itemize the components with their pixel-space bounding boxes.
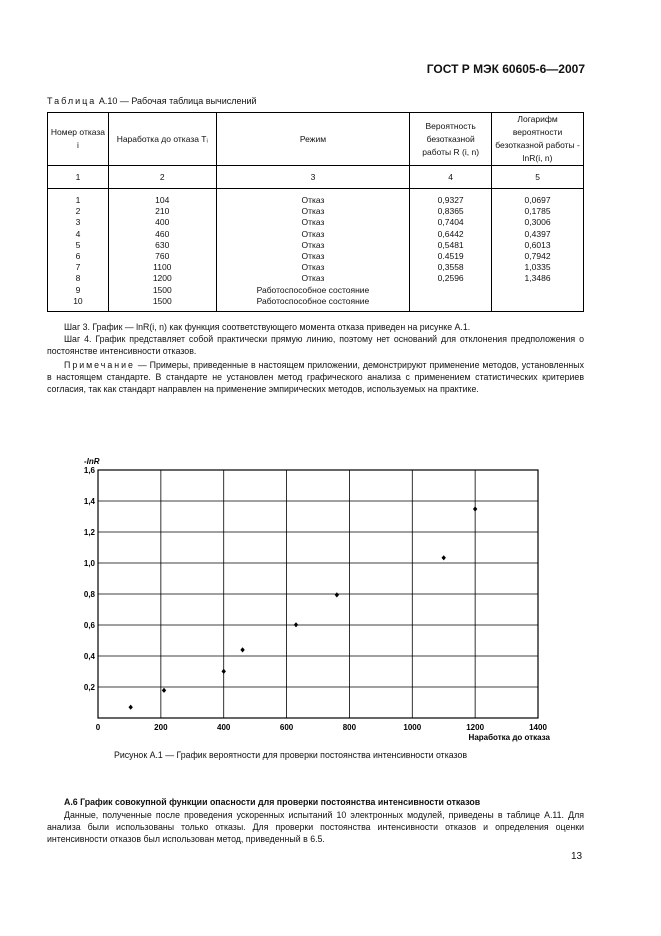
- table-cell: 2: [75, 206, 81, 217]
- x-tick-label: 1200: [466, 723, 485, 732]
- work-table: [47, 112, 584, 312]
- y-tick-label: 0,6: [83, 621, 95, 630]
- table-cell: 7: [75, 262, 81, 273]
- table-cell: 6: [75, 251, 81, 262]
- x-tick-label: 600: [279, 723, 294, 732]
- table-cell: 4: [75, 228, 81, 239]
- table-cell: 0,5481: [437, 239, 464, 250]
- y-tick-label: 0,2: [83, 683, 95, 692]
- y-tick-label: 0,4: [83, 652, 95, 661]
- table-cell: 0,9327: [437, 195, 464, 205]
- table-cell: 9: [75, 284, 81, 295]
- table-header-cell: Наработка до отказа Tᵢ: [108, 113, 216, 166]
- table-cell: 0,3006: [524, 217, 551, 228]
- table-header-cell: Логарифм вероятности безотказной работы - lnR(i, n): [492, 113, 584, 166]
- table-cell: 0,6013: [524, 239, 551, 250]
- column-number: 4: [410, 166, 492, 189]
- y-tick-label: 1,2: [83, 528, 95, 537]
- table-cell: 630: [155, 239, 170, 250]
- data-point: [222, 669, 226, 674]
- table-cell: 104: [155, 195, 170, 205]
- table-caption: [47, 96, 257, 106]
- x-axis-label: Наработка до отказа: [468, 733, 550, 742]
- table-cell: Отказ: [301, 228, 325, 239]
- table-cell: 8: [75, 273, 81, 284]
- table-cell: Отказ: [301, 273, 325, 284]
- x-tick-label: 200: [154, 723, 168, 732]
- column-number: 5: [492, 166, 584, 189]
- note-text: [47, 359, 584, 395]
- x-tick-labels: [96, 723, 548, 732]
- table-cell: 0.4519: [437, 251, 464, 262]
- table-header-cell: Вероятность безотказной работы R (i, n): [410, 113, 492, 166]
- table-cell: 0,3558: [437, 262, 464, 273]
- data-point: [335, 592, 339, 597]
- x-tick-label: 1000: [403, 723, 422, 732]
- table-cell: 0,0697: [524, 195, 551, 205]
- table-cell: Отказ: [301, 262, 325, 273]
- reliability-column: [410, 189, 492, 312]
- table-cell: 760: [155, 251, 170, 262]
- table-header-cell: Режим: [216, 113, 410, 166]
- table-cell: 1500: [152, 295, 172, 306]
- table-cell: 400: [155, 217, 170, 228]
- column-number: 3: [216, 166, 410, 189]
- table-cell: Отказ: [301, 195, 325, 205]
- table-cell: 1,3486: [524, 273, 551, 284]
- table-data-row: [48, 189, 584, 312]
- document-code: ГОСТ Р МЭК 60605-6—2007: [426, 62, 585, 76]
- table-cell: 1100: [153, 262, 172, 273]
- page-number: 13: [571, 851, 583, 862]
- figure-caption: Рисунок А.1 — График вероятности для проверки постоянства интенсивности отказов: [114, 750, 468, 760]
- y-axis-label: -lnR: [84, 457, 100, 466]
- failure-number-column: [48, 189, 109, 312]
- table-cell: Отказ: [301, 206, 325, 217]
- data-points: [128, 506, 477, 709]
- table-column-numbers-row: [48, 166, 584, 189]
- x-tick-label: 1400: [529, 723, 547, 732]
- table-cell: 210: [155, 206, 170, 217]
- mode-column: [216, 189, 410, 312]
- table-cell: 1200: [152, 273, 172, 284]
- table-cell: 0,7404: [437, 217, 464, 228]
- column-number: 1: [48, 166, 109, 189]
- step-4-text: Шаг 4. График представляет собой практически прямую линию, поэтому нет оснований для отклонения предположения о постоянстве интенсивности отказов.: [47, 334, 584, 356]
- log-reliability-column: [492, 189, 584, 312]
- table-cell: Работоспособное состояние: [256, 295, 370, 306]
- x-tick-label: 800: [342, 723, 357, 732]
- y-tick-label: 1,6: [83, 466, 95, 475]
- y-tick-label: 0,8: [83, 590, 95, 599]
- table-cell: Отказ: [301, 239, 325, 250]
- table-cell: 3: [75, 217, 81, 228]
- y-tick-labels: [84, 466, 96, 692]
- table-cell: 10: [73, 295, 83, 306]
- data-point: [128, 705, 132, 710]
- x-tick-label: 400: [217, 723, 231, 732]
- data-point: [162, 688, 166, 693]
- table-cell: 1500: [152, 284, 172, 295]
- table-cell: 0,1785: [524, 206, 551, 217]
- data-point: [442, 555, 446, 560]
- table-cell: 5: [75, 239, 81, 250]
- table-cell: 0,2596: [437, 273, 464, 284]
- table-cell: 1: [75, 195, 81, 205]
- table-cell: Работоспособное состояние: [256, 284, 370, 295]
- x-tick-label: 0: [95, 723, 101, 732]
- table-cell: 0,7942: [524, 251, 551, 262]
- column-number: 2: [108, 166, 216, 189]
- data-point: [240, 647, 244, 652]
- step-3-text: Шаг 3. График — lnR(i, n) как функция соответствующего момента отказа приведен на рисунке А.1.: [64, 322, 471, 332]
- time-to-failure-column: [108, 189, 216, 312]
- table-cell: Отказ: [301, 251, 325, 262]
- table-caption-text: А.10 — Рабочая таблица вычислений: [98, 96, 257, 106]
- table-cell: Отказ: [301, 217, 325, 228]
- probability-chart: [60, 450, 560, 745]
- table-cell: 1,0335: [524, 262, 551, 273]
- y-tick-label: 1,0: [83, 559, 95, 568]
- table-header-cell: Номер отказа i: [48, 113, 109, 166]
- note-prefix: Примечание: [64, 360, 135, 370]
- data-point: [294, 622, 298, 627]
- y-tick-label: 1,4: [83, 497, 95, 506]
- data-point: [473, 506, 477, 511]
- note-body: — Примеры, приведенные в настоящем приложении, демонстрируют применение методов, установленных в настоящем стандарте. В стандарте не установлен метод графического анализа с применением статистических критериев согласия, так как стандарт направлен на применение эмпирических методов, используемых на практике.: [47, 360, 584, 394]
- table-cell: 0,8365: [437, 206, 464, 217]
- table-header-row: [48, 113, 584, 166]
- chart-grid: [98, 470, 538, 718]
- section-title: А.6 График совокупной функции опасности для проверки постоянства интенсивности отказов: [64, 797, 481, 807]
- section-body: Данные, полученные после проведения ускоренных испытаний 10 электронных модулей, приведены в таблице А.11. Для анализа были использованы только отказы. Для проверки постоянства интенсивности отказов и определения оценки интенсивности отказов был использован метод, приведенный в 6.5.: [47, 810, 584, 844]
- table-cell: 460: [155, 228, 170, 239]
- table-cell: 0,4397: [524, 228, 551, 239]
- table-caption-prefix: Таблица: [47, 96, 97, 106]
- table-cell: 0,6442: [437, 228, 464, 239]
